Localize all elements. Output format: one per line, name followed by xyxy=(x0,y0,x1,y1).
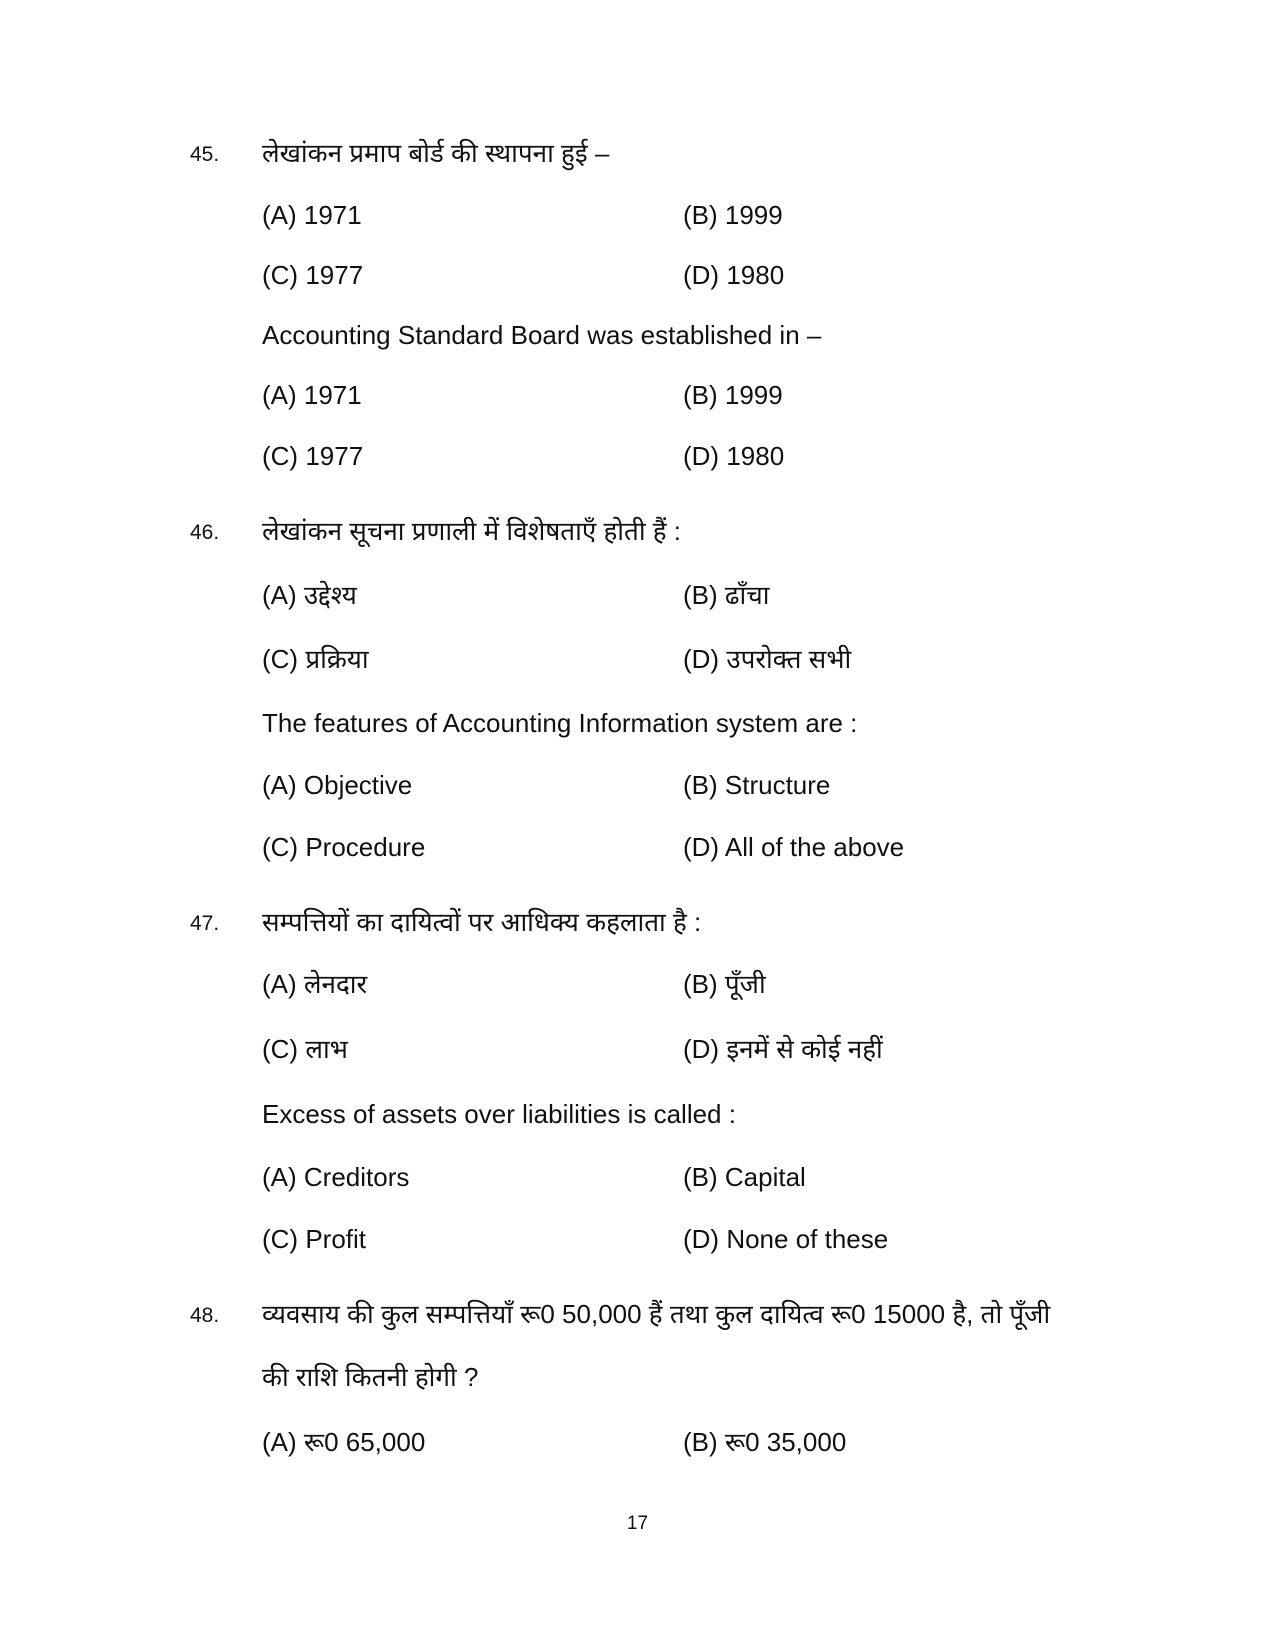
question-45-hindi-option-c: (C) 1977 xyxy=(262,260,364,290)
question-45-hindi-option-d: (D) 1980 xyxy=(683,260,785,290)
question-48-hindi-stem-line-1: व्यवसाय की कुल सम्पत्तियाँ रू0 50,000 हैं तथा कुल दायित्व रू0 15000 है, तो पूँजी xyxy=(262,1299,1051,1329)
question-47-hindi-option-b: (B) पूँजी xyxy=(683,969,766,999)
question-47-english-option-a: (A) Creditors xyxy=(262,1162,410,1192)
question-46-hindi-stem: लेखांकन सूचना प्रणाली में विशेषताएँ होती हैं : xyxy=(262,516,682,546)
question-48-hindi-option-a: (A) रू0 65,000 xyxy=(262,1427,426,1457)
question-48-hindi-stem-line-2: की राशि कितनी होगी ? xyxy=(262,1362,479,1392)
question-45-english-option-b: (B) 1999 xyxy=(683,380,783,410)
question-48-hindi-option-b: (B) रू0 35,000 xyxy=(683,1427,847,1457)
question-number-46: 46. xyxy=(190,521,220,544)
question-45-english-option-c: (C) 1977 xyxy=(262,441,364,471)
question-45-english-option-d: (D) 1980 xyxy=(683,441,785,471)
question-47-hindi-stem: सम्पत्तियों का दायित्वों पर आधिक्य कहलाता है : xyxy=(262,907,702,937)
question-46-english-option-a: (A) Objective xyxy=(262,770,413,800)
question-46-hindi-option-d: (D) उपरोक्त सभी xyxy=(683,644,852,674)
question-46-english-option-c: (C) Procedure xyxy=(262,832,426,862)
question-number-47: 47. xyxy=(190,912,220,935)
question-46-hindi-option-c: (C) प्रक्रिया xyxy=(262,644,369,674)
question-47-hindi-option-a: (A) लेनदार xyxy=(262,969,368,999)
question-45-english-option-a: (A) 1971 xyxy=(262,380,362,410)
question-number-48: 48. xyxy=(190,1304,220,1327)
question-45-hindi-option-a: (A) 1971 xyxy=(262,200,362,230)
page-number: 17 xyxy=(626,1513,649,1534)
question-number-45: 45. xyxy=(190,143,220,166)
question-46-english-option-d: (D) All of the above xyxy=(683,832,905,862)
question-47-english-option-d: (D) None of these xyxy=(683,1224,889,1254)
question-45-hindi-option-b: (B) 1999 xyxy=(683,200,783,230)
question-46-hindi-option-a: (A) उद्देश्य xyxy=(262,580,357,610)
question-47-english-option-c: (C) Profit xyxy=(262,1224,366,1254)
question-47-english-option-b: (B) Capital xyxy=(683,1162,806,1192)
question-47-english-stem: Excess of assets over liabilities is called : xyxy=(262,1099,736,1129)
question-45-english-stem: Accounting Standard Board was established in – xyxy=(262,320,822,350)
question-47-hindi-option-c: (C) लाभ xyxy=(262,1034,348,1064)
question-45-hindi-stem: लेखांकन प्रमाप बोर्ड की स्थापना हुई – xyxy=(262,138,610,168)
question-47-hindi-option-d: (D) इनमें से कोई नहीं xyxy=(683,1034,883,1064)
question-46-english-option-b: (B) Structure xyxy=(683,770,831,800)
question-46-english-stem: The features of Accounting Information system are : xyxy=(262,708,858,738)
question-46-hindi-option-b: (B) ढाँचा xyxy=(683,580,770,610)
